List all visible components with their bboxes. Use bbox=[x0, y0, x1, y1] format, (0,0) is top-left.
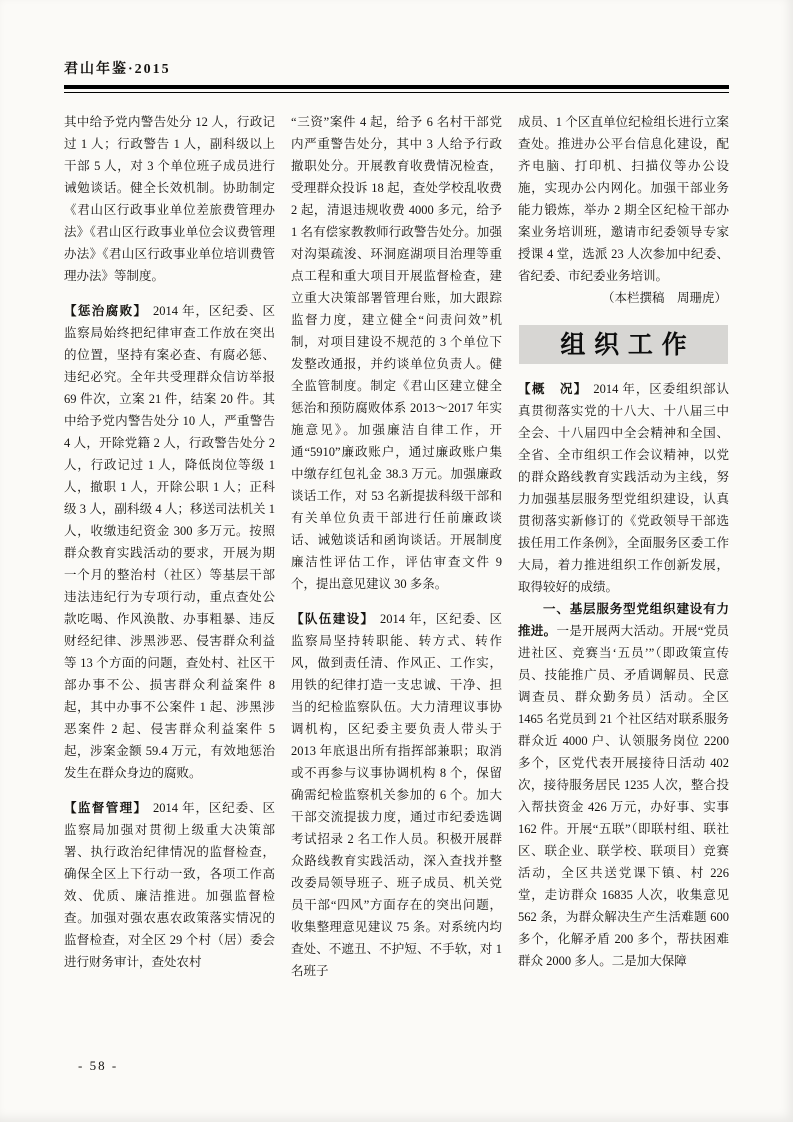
entry-body-gaikuang: 2014 年，区委组织部认真贯彻落实党的十八大、十八届三中全会、十八届四中全会精神和全国、全省、全市组织工作会议精神，以党的群众路线教育实践活动为主线，努力加强基层服务型党组织建设，认真贯彻落实新修订的《党政领导干部选拔任用工作条例》，全面服务区委工作大局，着力推进组织工作创新发展，取得较好的成绩。 bbox=[518, 382, 729, 594]
paragraph-continuation: “三资”案件 4 起，给予 6 名村干部党内严重警告处分，其中 3 人给予行政撤职处分。开展教育收费情况检查，受理群众投诉 18 起，查处学校乱收费 2 起，清退违规收费 4000 多元，给予 1 名有偿家教教师行政警告处分。加强对沟渠疏浚、环洞庭湖项目治理等重点工程和重大项目开展监督检查，建立重大决策部署管理台账，加大跟踪监督力度，建立健全“问责问效”机制，对项目建设不规范的 3 个单位下发整改通报，并约谈单位负责人。健全监管制度。制定《君山区建立健全惩治和预防腐败体系 2013～2017 年实施意见》。加强廉洁自律工作，开通“5910”廉政账户，通过廉政账户集中缴存红包礼金 38.3 万元。加强廉政谈话工作，对 53 名新提拔科级干部和有关单位负责干部进行任前廉政谈话、诫勉谈话和函询谈话。开展制度廉洁性评估工作，评估审查文件 9 个，提出意见建议 30 多条。 bbox=[291, 115, 502, 591]
entry-body-chengzhi-fubai: 2014 年，区纪委、区监察局始终把纪律审查工作放在突出的位置，坚持有案必查、有腐必惩、违纪必究。全年共受理群众信访举报 69 件次，立案 21 件，结案 20 件。其中给予党内警告处分 10 人，严重警告 4 人，开除党籍 2 人，行政警告处分 2 人，行政记过 1 人，降低岗位等级 1 人，撤职 1 人，开除公职 1 人；正科级 3 人，副科级 4 人；移送司法机关 1 人，收缴违纪资金 300 多万元。按照群众教育实践活动的要求，开展为期一个月的整治村（社区）等基层干部违法违纪行为专项行动，重点查处公款吃喝、作风涣散、办事粗暴、违反财经纪律、涉黑涉恶、侵害群众利益等 13 个方面的问题，查处村、社区干部办事不公、损害群众利益案件 8 起，其中办事不公案件 1 起、涉黑涉恶案件 2 起、侵害群众利益案件 5 起，涉案金额 59.4 万元，有效地惩治发生在群众身边的腐败。 bbox=[64, 304, 275, 780]
column-3 bbox=[518, 111, 729, 1063]
header-rule-thin bbox=[64, 92, 729, 93]
paragraph-jiceng-fuwu bbox=[518, 598, 729, 972]
paragraph-continuation: 其中给予党内警告处分 12 人，行政记过 1 人；行政警告 1 人，副科级以上干部 5 人，对 3 个单位班子成员进行诫勉谈话。健全长效机制。协助制定《君山区行政事业单位差旅费管理办法》《君山区行政事业单位会议费管理办法》《君山区行政事业单位培训费管理办法》等制度。 bbox=[64, 115, 275, 283]
running-head: 君山年鉴·2015 bbox=[64, 62, 171, 77]
entry-title-gaikuang: 【概 况】 bbox=[518, 382, 588, 396]
page-number: - 58 - bbox=[78, 1058, 119, 1073]
column-1 bbox=[64, 111, 275, 1063]
paragraph-body: 一是开展两大活动。开展“党员进社区、竞赛当‘五员’”（即政策宣传员、技能推广员、矛盾调解员、民意调查员、群众勤务员）活动。全区 1465 名党员到 21 个社区结对联系服务群众近 4000 户、认领服务岗位 2200 多个，区党代表开展接待日活动 402 次，接待服务居民 1235 人次，整合投入帮扶资金 426 万元，办好事、实事 162 件。开展“五联”（即联村组、联社区、联企业、联学校、联项目）竞赛活动，全区共送党课下镇、村 226 堂，走访群众 16835 人次，收集意见 562 条，为群众解决生产生活难题 600 多个，化解矛盾 200 多个，帮扶困难群众 2000 多人。二是加大保障 bbox=[518, 624, 729, 968]
entry-title-duiwu-jianshe: 【队伍建设】 bbox=[291, 612, 375, 626]
entry-body-duiwu-jianshe: 2014 年，区纪委、区监察局坚持转职能、转方式、转作风，做到责任清、作风正、工作实，用铁的纪律打造一支忠诚、干净、担当的纪检监察队伍。大力清理议事协调机构，区纪委主要负责人带头于 2013 年底退出所有指挥部兼职；取消或不再参与议事协调机构 8 个，保留确需纪检监察机关参加的 6 个。加大干部交流提拔力度，通过市纪委选调考试招录 2 名工作人员。积极开展群众路线教育实践活动，深入查找并整改委局领导班子、班子成员、机关党员干部“四风”方面存在的突出问题，收集整理意见建议 75 条。对系统内均查处、不遮丑、不护短、不手软，对 1 名班子 bbox=[291, 612, 502, 978]
byline: （本栏撰稿 周珊虎） bbox=[601, 291, 727, 305]
section-title: 组织工作 bbox=[560, 331, 696, 359]
paragraph-continuation: 成员、1 个区直单位纪检组长进行立案查处。推进办公平台信息化建设，配齐电脑、打印机、扫描仪等办公设施，实现办公内网化。加强干部业务能力锻炼，举办 2 期全区纪检干部办案业务培训班，邀请市纪委领导专家授课 4 堂，选派 23 人次参加中纪委、省纪委、市纪委业务培训。 bbox=[518, 115, 729, 283]
entry-gaikuang bbox=[518, 378, 729, 598]
section-header-box bbox=[519, 325, 728, 364]
entry-body-jiandu-guanli: 2014 年，区纪委、区监察局加强对贯彻上级重大决策部署、执行政治纪律情况的监督检查，确保全区上下行动一致，各项工作高效、优质、廉洁推进。加强监督检查。加强对强农惠农政策落实情况的监督检查，对全区 29 个村（居）委会进行财务审计，查处农村 bbox=[64, 801, 275, 969]
entry-duiwu-jianshe bbox=[291, 608, 502, 982]
entry-title-jiandu-guanli: 【监督管理】 bbox=[64, 801, 148, 815]
header-rule-thick bbox=[64, 85, 729, 89]
paragraph-lead: 一、基层服务型党组织建设有力推进。 bbox=[518, 602, 729, 638]
entry-title-chengzhi-fubai: 【惩治腐败】 bbox=[64, 304, 148, 318]
entry-jiandu-guanli bbox=[64, 797, 275, 973]
column-2 bbox=[291, 111, 502, 1063]
text-columns bbox=[64, 111, 729, 1063]
entry-chengzhi-fubai bbox=[64, 300, 275, 784]
